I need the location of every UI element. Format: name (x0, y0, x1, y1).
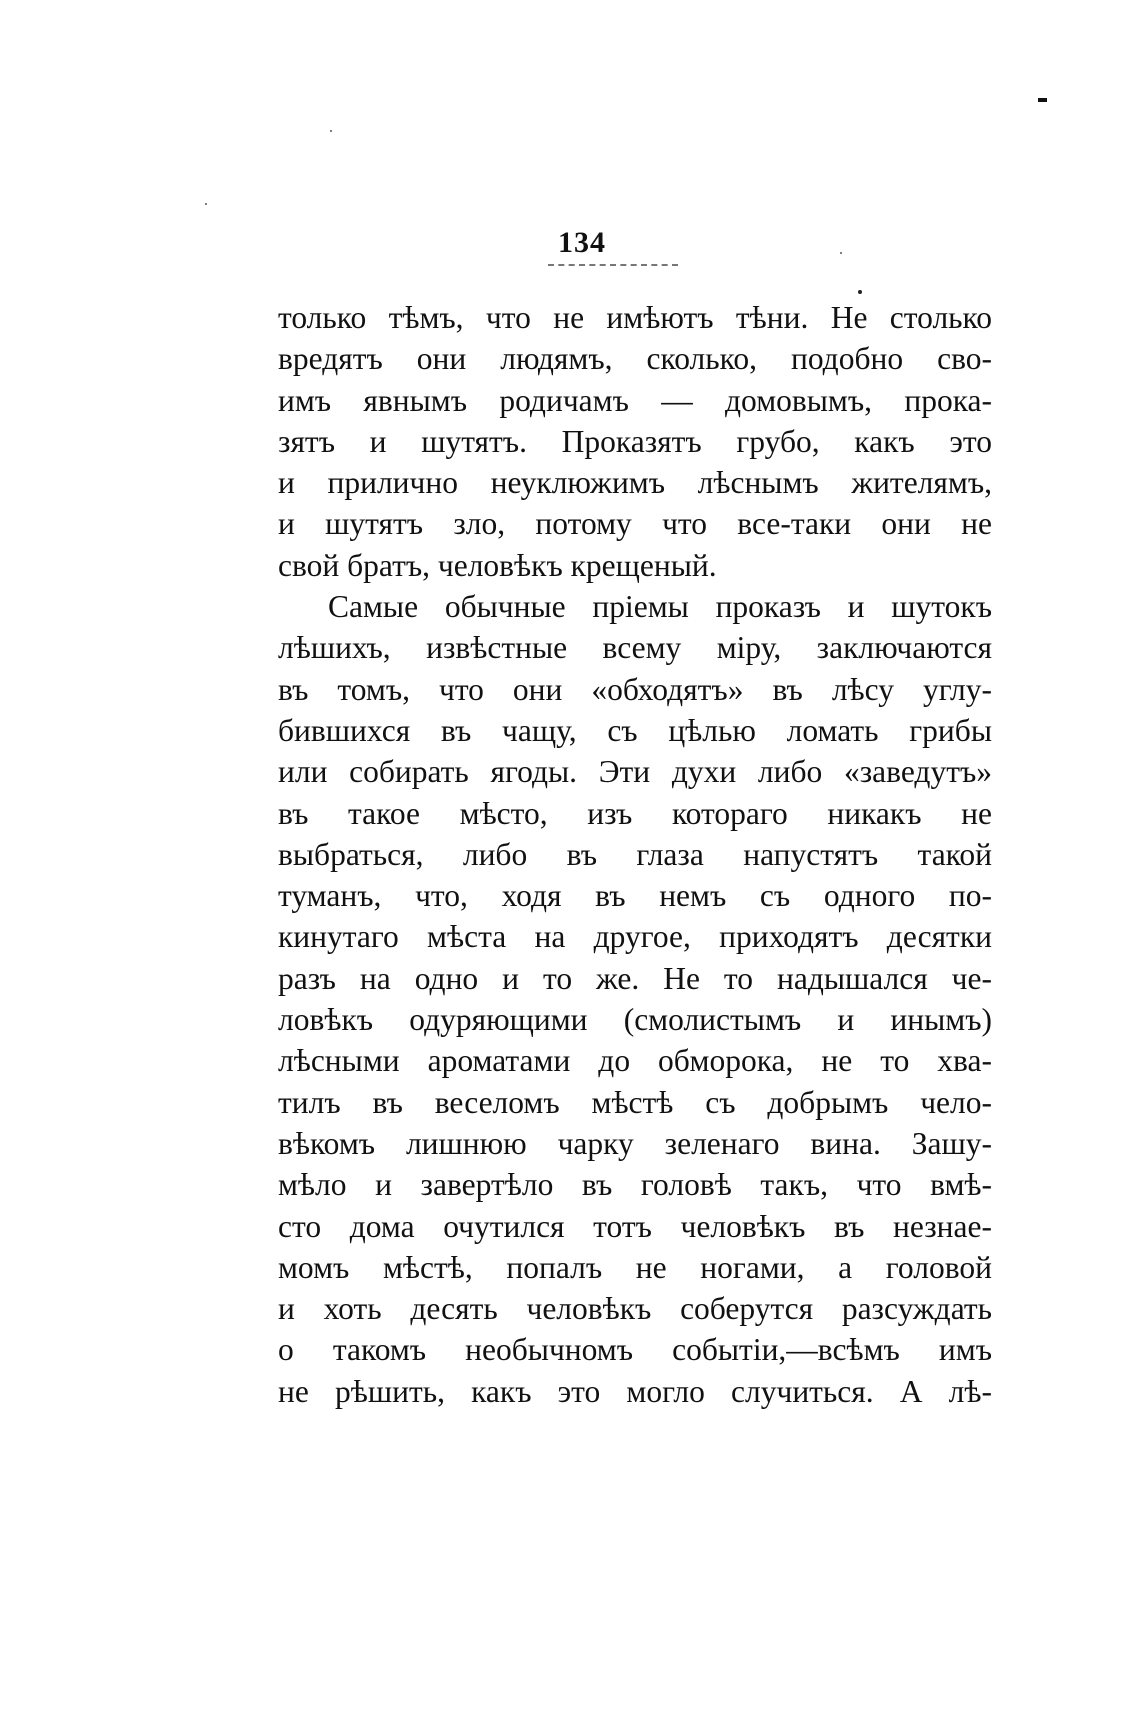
text-line: и прилично неуклюжимъ лѣснымъ жителямъ, (278, 465, 992, 501)
text-line: туманъ, что, ходя въ немъ съ одного по- (278, 878, 992, 914)
text-line: бившихся въ чащу, съ цѣлью ломать грибы (278, 712, 992, 748)
text-line: о такомъ необычномъ событіи,—всѣмъ имъ (278, 1332, 992, 1368)
paragraph (278, 586, 992, 1412)
text-line: сто дома очутился тотъ человѣкъ въ незнае- (278, 1208, 992, 1244)
text-line: лѣшихъ, извѣстные всему міру, заключаются (278, 630, 992, 666)
text-line: имъ явнымъ родичамъ — домовымъ, прока- (278, 382, 992, 418)
text-line: и хоть десять человѣкъ соберутся разсуждать (278, 1291, 992, 1327)
text-line: момъ мѣстѣ, попалъ не ногами, а головой (278, 1249, 992, 1285)
scan-speck (858, 290, 862, 294)
page-number: 134 (558, 226, 606, 259)
text-line: выбраться, либо въ глаза напустятъ такой (278, 836, 992, 872)
text-line: разъ на одно и то же. Не то надышался че- (278, 960, 992, 996)
scan-speck (205, 203, 207, 205)
text-line: зятъ и шутятъ. Проказятъ грубо, какъ это (278, 423, 992, 459)
text-line: тилъ въ веселомъ мѣстѣ съ добрымъ чело- (278, 1084, 992, 1120)
text-line: только тѣмъ, что не имѣютъ тѣни. Не столько (278, 300, 992, 335)
text-line: свой братъ, человѣкъ крещеный. (278, 547, 717, 583)
text-line: мѣло и завертѣло въ головѣ такъ, что вмѣ- (278, 1167, 992, 1203)
paragraph (278, 297, 992, 586)
scan-edge-mark (1038, 98, 1047, 102)
text-line: ловѣкъ одуряющими (смолистымъ и инымъ) (278, 1002, 992, 1038)
body-text (278, 297, 992, 1412)
text-line: Самые обычные пріемы проказъ и шутокъ (328, 589, 992, 625)
text-line: вредятъ они людямъ, сколько, подобно сво- (278, 341, 992, 377)
text-line: лѣсными ароматами до обморока, не то хва- (278, 1043, 992, 1079)
text-line: или собирать ягоды. Эти духи либо «заведутъ» (278, 754, 992, 790)
text-line: вѣкомъ лишнюю чарку зеленаго вина. Зашу- (278, 1125, 992, 1161)
scan-speck (330, 130, 332, 132)
text-line: кинутаго мѣста на другое, приходятъ десятки (278, 919, 992, 955)
text-line: и шутятъ зло, потому что все-таки они не (278, 506, 992, 542)
header-rule (548, 264, 678, 266)
text-line: не рѣшить, какъ это могло случиться. А лѣ- (278, 1373, 992, 1409)
text-line: въ такое мѣсто, изъ котораго никакъ не (278, 795, 992, 831)
text-line: въ томъ, что они «обходятъ» въ лѣсу углу- (278, 671, 992, 707)
